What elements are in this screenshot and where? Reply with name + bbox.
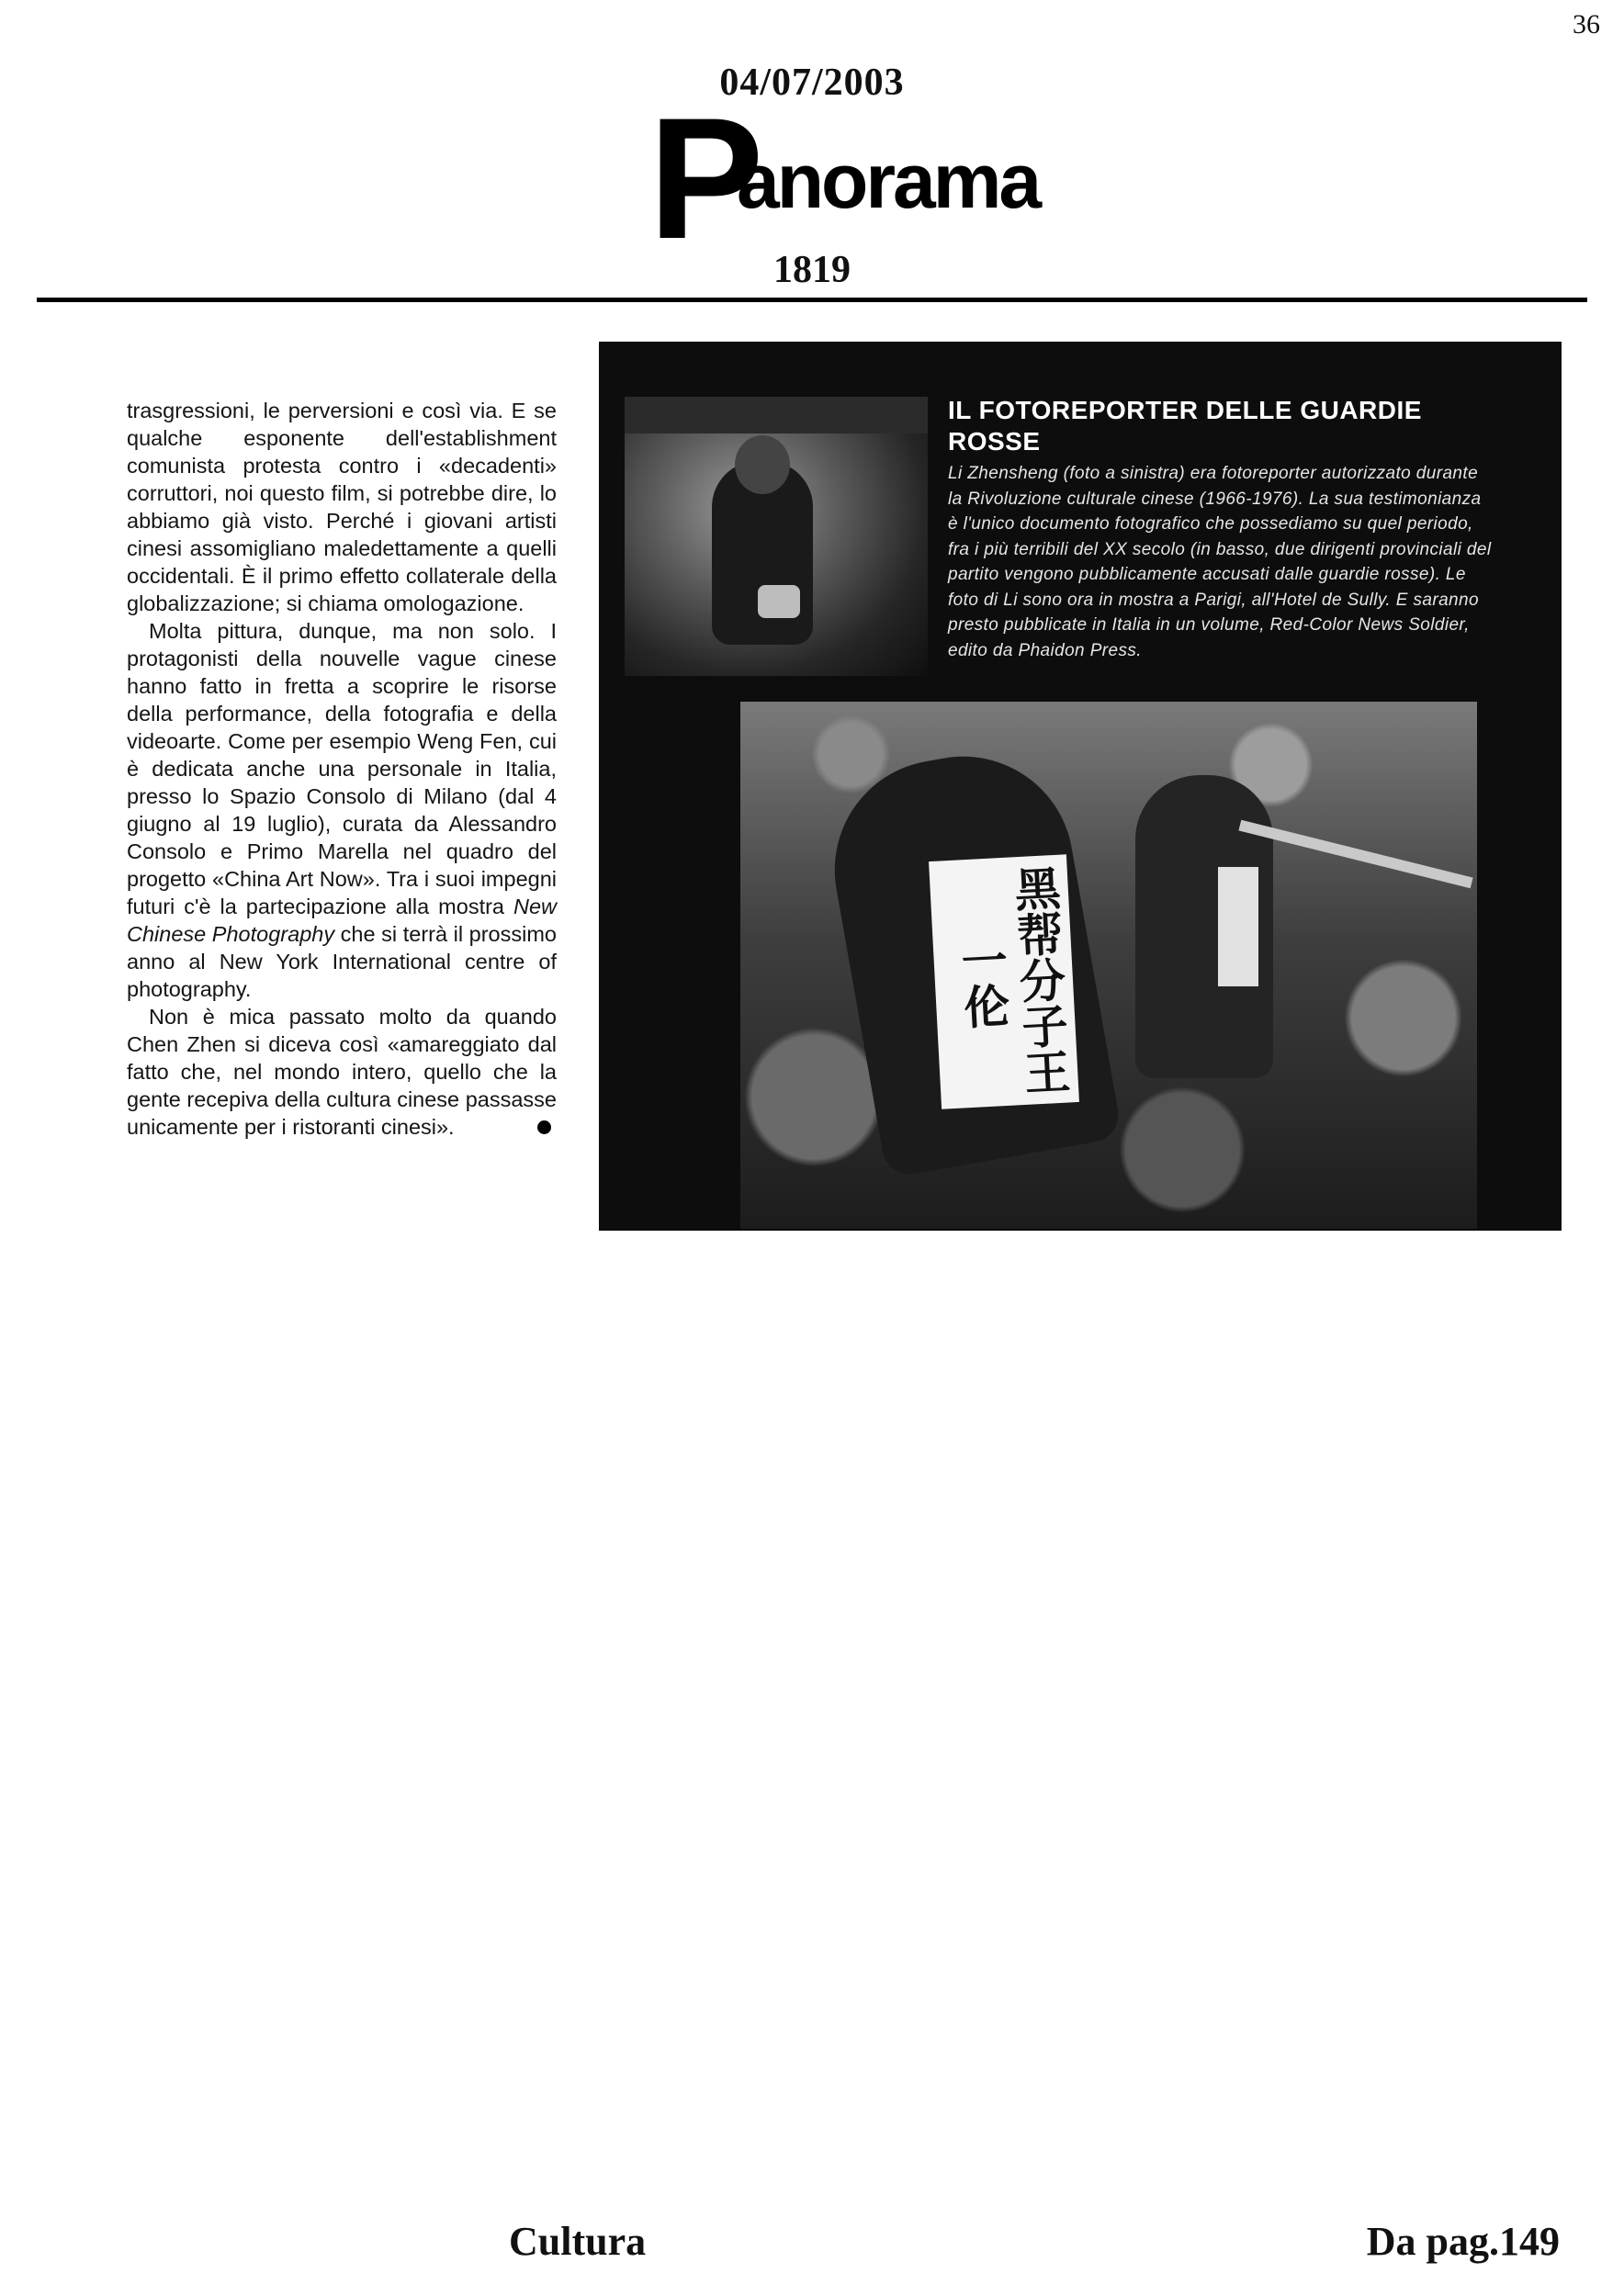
red-guards-crowd-photo [740,702,1477,1229]
caption-title: IL FOTOREPORTER DELLE GUARDIE ROSSE [948,396,1422,456]
photo-panel [599,342,1562,1231]
article-column [127,397,557,1141]
logo-initial: P [648,82,759,275]
footer-source-page: Da pag.149 [1366,2219,1560,2264]
caption-text: Li Zhensheng (foto a sinistra) era fotoreporter autorizzato durante la Rivoluzione culturale cinese (1966-1976). La sua testimonianza è l'unico documento fotografico che possediamo su quel periodo, fra i più terribili del XX secolo (in basso, due dirigenti provinciali del partito vengono pubblicamente accusati dalle guardie rosse). Le foto di Li sono ora in mostra a Parigi, all'Hotel de Sully. E saranno presto pubblicate in Italia in un volume, Red-Color News Soldier, edito da Phaidon Press. [948,464,1492,660]
accusation-sign-secondary [1218,867,1258,986]
photo-caption [948,395,1495,663]
exhibition-title: New Chinese Photography [127,895,557,946]
article-paragraph-text: Molta pittura, dunque, ma non solo. I protagonisti della nouvelle vague cinese hanno fatto in fretta a scoprire le risorse della performance, della fotografia e della videoarte. Come per esempio Weng Fen, cui è dedicata anche una personale in Italia, presso lo Spazio Consolo di Milano (dal 4 giugno al 19 luglio), curata da Alessandro Consolo e Primo Marella nel quadro del progetto «China Art Now». Tra i suoi impegni futuri c'è la partecipazione alla mostra [127,619,557,918]
issue-number: 1819 [773,249,851,291]
footer-section-label: Cultura [509,2219,647,2264]
photo-background [625,397,928,433]
photographer-portrait-photo [625,397,928,676]
photo-railing [1238,820,1472,889]
article-paragraph: trasgressioni, le perversioni e così via. E se qualche esponente dell'establishment comunista protesta contro i «decadenti» corruttori, noi questo film, si potrebbe dire, lo abbiamo già visto. Perché i giovani artisti cinesi assomigliano maledettamente a quelli occidentali. È il primo effetto collaterale della globalizzazione; si chiama omologazione. [127,399,557,615]
accusation-sign: 黑帮分子王一伦 [929,854,1079,1109]
article-paragraph [127,1003,557,1141]
article-paragraph-text: Non è mica passato molto da quando Chen Zhen si diceva così «amareggiato dal fatto che, nel mondo intero, quello che la gente recepiva della cultura cinese passasse unicamente per i ristoranti cinesi». [127,1005,557,1139]
page-number: 36 [1573,9,1600,39]
logo-rest: anorama [737,138,1040,224]
end-of-article-icon [537,1120,551,1134]
camera-icon [758,585,800,618]
article-paragraph-text: che si terrà il prossimo anno al New York International centre of photography. [127,922,557,1001]
article-paragraph [127,617,557,1003]
photo-figure-head [735,435,790,494]
header-divider [37,298,1587,302]
issue-date: 04/07/2003 [719,62,905,104]
